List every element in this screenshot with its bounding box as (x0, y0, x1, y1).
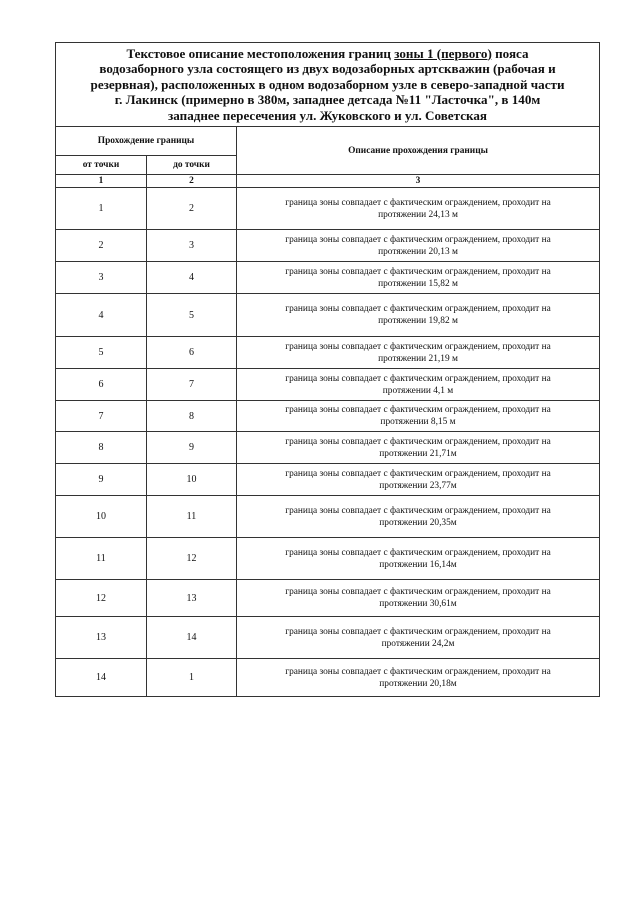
table-row (56, 294, 600, 337)
description-line1: граница зоны совпадает с фактическим ограждением, проходит на (285, 587, 551, 597)
header-boundary-passage: Прохождение границы (56, 127, 237, 156)
title-line3: резервная), расположенных в одном водозаборном узле в северо-западной части (90, 76, 565, 92)
boundary-table (55, 42, 600, 697)
description-line2: протяжении 20,18м (379, 678, 457, 689)
to-point: 8 (147, 401, 237, 432)
boundary-description (237, 538, 600, 580)
to-point: 2 (147, 188, 237, 230)
header-description: Описание прохождения границы (237, 127, 600, 175)
description-line1: граница зоны совпадает с фактическим ограждением, проходит на (285, 505, 551, 516)
description-line1: граница зоны совпадает с фактическим ограждением, проходит на (285, 436, 551, 447)
column-number-to: 2 (147, 175, 237, 188)
description-line1: граница зоны совпадает с фактическим ограждением, проходит на (285, 547, 551, 558)
title-line1-underlined: зоны 1 (первого) (394, 45, 492, 61)
table-row (56, 580, 600, 617)
column-number-row (56, 175, 600, 188)
title-row (56, 43, 600, 127)
from-point: 4 (56, 294, 147, 337)
title-cell (56, 43, 600, 127)
description-line2: протяжении 21,71м (379, 448, 457, 459)
table-row (56, 432, 600, 464)
table-row (56, 230, 600, 262)
table-row (56, 464, 600, 496)
boundary-description (237, 580, 600, 617)
to-point: 6 (147, 337, 237, 369)
description-line2: протяжении 24,13 м (378, 209, 458, 220)
from-point: 14 (56, 659, 147, 697)
description-line2: протяжении 16,14м (379, 559, 457, 570)
boundary-description (237, 401, 600, 432)
from-point: 5 (56, 337, 147, 369)
column-number-desc: 3 (237, 175, 600, 188)
header-from-point: от точки (56, 156, 147, 175)
from-point: 9 (56, 464, 147, 496)
description-line1: граница зоны совпадает с фактическим ограждением, проходит на (285, 405, 551, 415)
boundary-description (237, 659, 600, 697)
to-point: 1 (147, 659, 237, 697)
from-point: 12 (56, 580, 147, 617)
from-point: 1 (56, 188, 147, 230)
from-point: 13 (56, 617, 147, 659)
from-point: 8 (56, 432, 147, 464)
description-line1: граница зоны совпадает с фактическим ограждением, проходит на (285, 234, 551, 245)
boundary-description (237, 496, 600, 538)
description-line2: протяжении 30,61м (379, 599, 457, 609)
table-row (56, 369, 600, 401)
description-line2: протяжении 24,2м (381, 638, 455, 649)
description-line2: протяжении 19,82 м (378, 316, 458, 326)
description-line1: граница зоны совпадает с фактическим ограждением, проходит на (285, 197, 551, 208)
title-line1-a: Текстовое описание местоположения границ (126, 45, 395, 61)
table-row (56, 538, 600, 580)
description-line2: протяжении 20,35м (379, 517, 457, 528)
description-line2: протяжении 4,1 м (382, 385, 454, 396)
from-point: 2 (56, 230, 147, 262)
document-title (56, 46, 599, 124)
from-point: 11 (56, 538, 147, 580)
description-line2: протяжении 8,15 м (380, 417, 456, 427)
to-point: 13 (147, 580, 237, 617)
description-line1: граница зоны совпадает с фактическим ограждением, проходит на (285, 626, 551, 637)
column-number-from: 1 (56, 175, 147, 188)
boundary-description (237, 464, 600, 496)
from-point: 10 (56, 496, 147, 538)
table-row (56, 188, 600, 230)
title-line5: западнее пересечения ул. Жуковского и ул. Советская (168, 107, 487, 123)
description-line2: протяжении 15,82 м (378, 278, 458, 289)
to-point: 3 (147, 230, 237, 262)
to-point: 11 (147, 496, 237, 538)
title-line1-b: пояса (491, 45, 529, 61)
description-line1: граница зоны совпадает с фактическим ограждением, проходит на (285, 266, 551, 277)
to-point: 10 (147, 464, 237, 496)
title-line4: г. Лакинск (примерно в 380м, западнее детсада №11 "Ласточка", в 140м (114, 92, 541, 108)
boundary-description (237, 369, 600, 401)
boundary-description (237, 432, 600, 464)
description-line2: протяжении 20,13 м (378, 246, 458, 257)
to-point: 4 (147, 262, 237, 294)
table-row (56, 617, 600, 659)
from-point: 3 (56, 262, 147, 294)
table-row (56, 262, 600, 294)
table-row (56, 496, 600, 538)
description-line2: протяжении 21,19 м (378, 353, 458, 364)
header-to-point: до точки (147, 156, 237, 175)
boundary-description (237, 337, 600, 369)
description-line1: граница зоны совпадает с фактическим ограждением, проходит на (285, 304, 551, 314)
description-line2: протяжении 23,77м (379, 480, 457, 491)
boundary-description (237, 262, 600, 294)
description-line1: граница зоны совпадает с фактическим ограждением, проходит на (285, 468, 551, 479)
title-line2: водозаборного узла состоящего из двух водозаборных артскважин (рабочая и (99, 61, 556, 77)
description-line1: граница зоны совпадает с фактическим ограждением, проходит на (285, 666, 551, 677)
boundary-description (237, 617, 600, 659)
description-line1: граница зоны совпадает с фактическим ограждением, проходит на (285, 341, 551, 352)
from-point: 7 (56, 401, 147, 432)
boundary-description (237, 230, 600, 262)
to-point: 5 (147, 294, 237, 337)
to-point: 7 (147, 369, 237, 401)
table-row (56, 401, 600, 432)
to-point: 14 (147, 617, 237, 659)
to-point: 12 (147, 538, 237, 580)
description-line1: граница зоны совпадает с фактическим ограждением, проходит на (285, 373, 551, 384)
to-point: 9 (147, 432, 237, 464)
boundary-description (237, 188, 600, 230)
table-row (56, 659, 600, 697)
header-row (56, 127, 600, 156)
from-point: 6 (56, 369, 147, 401)
table-row (56, 337, 600, 369)
boundary-description (237, 294, 600, 337)
